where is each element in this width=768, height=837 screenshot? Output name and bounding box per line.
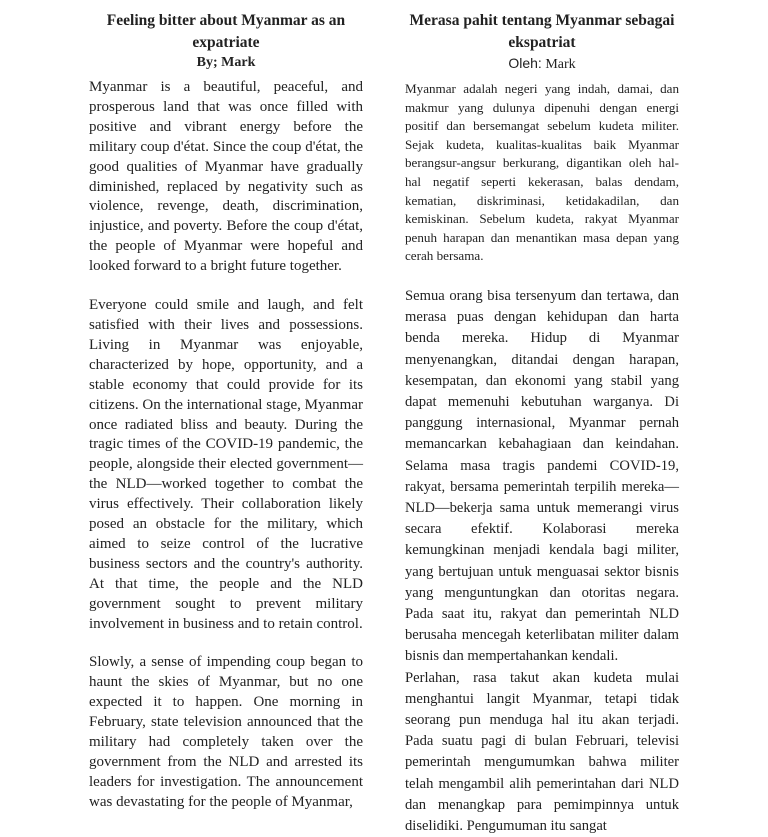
indonesian-byline <box>405 54 679 74</box>
indonesian-column <box>405 10 679 837</box>
english-title: Feeling bitter about Myanmar as an expatriate <box>106 12 346 51</box>
english-byline-text: By; Mark <box>196 55 256 70</box>
english-paragraph: Slowly, a sense of impending coup began to haunt the skies of Myanmar, but no one expected it to happen. One morning in February, state television announced that the military had completely taken over the government from the NLD and arrested its leaders for investigation. The announcement was devastating for the people of Myanmar, <box>89 654 363 810</box>
english-paragraph: Myanmar is a beautiful, peaceful, and prosperous land that was once filled with positive and vibrant energy before the military coup d'état. Since the coup d'état, the good qualities of Myanmar have gradually diminished, replaced by negativity such as violence, revenge, death, discrimination, injustice, and poverty. Before the coup d'état, the people of Myanmar were hopeful and looked forward to a bright future together. <box>89 79 363 275</box>
indonesian-paragraph: Semua orang bisa tersenyum dan tertawa, dan merasa puas dengan kehidupan dan harta benda mereka. Hidup di Myanmar menyenangkan, ditandai dengan harapan, kesempatan, dan ekonomi yang stabil yang dapat memenuhi kebutuhan warganya. Di panggung internasional, Myanmar pernah memancarkan kebahagiaan dan keindahan. Selama masa tragis pandemi COVID-19, rakyat, bersama pemerintah terpilih mereka—NLD—bekerja sama untuk memerangi virus secara efektif. Kolaborasi mereka kemungkinan menjadi kendala bagi militer, yang bertujuan untuk menguasai sektor bisnis yang menguntungkan dan otoritas negara. Pada saat itu, rakyat dan pemerintah NLD berusaha mencegah keterlibatan militer dalam bisnis dan mempertahankan kendali. <box>405 287 679 665</box>
indonesian-paragraph: Myanmar adalah negeri yang indah, damai, dan makmur yang dulunya dipenuhi dengan energi positif dan bersemangat sebelum kudeta militer. Sejak kudeta, kualitas-kualitas baik Myanmar berangsur-angsur berkurang, digantikan oleh hal-hal negatif seperti kekerasan, balas dendam, kematian, diskriminasi, ketidakadilan, dan kemiskinan. Sebelum kudeta, rakyat Myanmar penuh harapan dan menantikan masa depan yang cerah bersama. <box>405 81 679 264</box>
english-column <box>89 10 363 832</box>
english-paragraph: Everyone could smile and laugh, and felt satisfied with their lives and possessions. Living in Myanmar was enjoyable, characterized by hope, opportunity, and a stable economy that could provide for its citizens. On the international stage, Myanmar once radiated bliss and beauty. During the tragic times of the COVID-19 pandemic, the people, alongside their elected government—the NLD—worked together to combat the virus effectively. Their collaboration likely posed an obstacle for the military, which aimed to seize control of the lucrative business sectors and the country's authority. At that time, the people and the NLD government sought to prevent military involvement in business and to retain control. <box>89 297 363 632</box>
byline-name: Mark <box>545 57 576 72</box>
english-byline <box>89 54 363 72</box>
indonesian-paragraph: Perlahan, rasa takut akan kudeta mulai menghantui langit Myanmar, tetapi tidak seorang pun menduga hal itu akan terjadi. Pada suatu pagi di bulan Februari, televisi pemerintah mengumumkan bahwa militer telah mengambil alih pemerintahan dari NLD dan menangkap para pemimpinnya untuk diselidiki. Pengumuman itu sangat <box>405 669 679 835</box>
indonesian-title: Merasa pahit tentang Myanmar sebagai ekspatriat <box>409 12 675 51</box>
byline-label: Oleh: <box>508 55 542 71</box>
